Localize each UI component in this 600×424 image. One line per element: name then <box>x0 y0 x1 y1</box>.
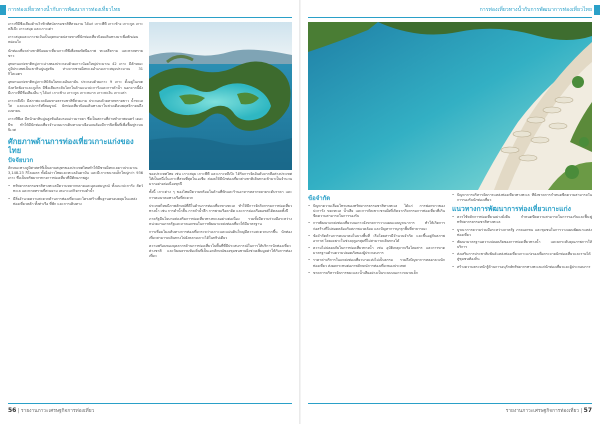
header-tab-marker <box>0 5 6 15</box>
list-item: • สร้างความตระหนักรู้ด้านการอนุรักษ์ทรัพยากรทางทะเลแก่นักท่องเที่ยวและผู้ประกอบการ <box>452 265 592 270</box>
beach-resort-photo <box>308 22 592 190</box>
body-paragraph: นักท่องเที่ยวต่างชาตินิยมมาเที่ยวเกาะพีพีเพื่อชมทัศนียภาพ ทะเลสีคราม และหาดทรายขาว <box>8 48 143 58</box>
list-item: • ข้อจำกัดด้านการคมนาคมในบางพื้นที่ เรือโดยสารมีจำนวนจำกัด และขึ้นอยู่กับสภาพอากาศ โดยเฉพาะในช่วงฤดูมรสุมที่ไม่สามารถเดินทางได้ <box>308 234 445 244</box>
body-paragraph: เกาะสมุยและเกาะพะงันเป็นจุดหมายปลายทางที่นักท่องเที่ยวนิยมเดินทางมาเพื่อพักผ่อนหย่อนใจ <box>8 35 139 45</box>
right-running-header <box>308 4 592 18</box>
body-paragraph: ภาครัฐมีนโยบายส่งเสริมการท่องเที่ยวทางทะเลอย่างต่อเนื่อง รวมทั้งมีความร่วมมือระหว่างหน่วยงานภาครัฐและภาคเอกชนในการพัฒนาแหล่งท่องเที่ยวให้มีมาตรฐาน <box>149 217 292 227</box>
body-paragraph: เกาะพีพีเล มีหน้าผาหินปูนสูงชันล้อมรอบอ่าวมาหยา ซึ่งเป็นสถานที่ถ่ายทำภาพยนตร์ เดอะ บีช ทำให้มีนักท่องเที่ยวจำนวนมากเดินทางมาเยือนจนต้องมีการปิดพื้นที่เพื่อฟื้นฟูระบบนิเวศ <box>8 117 143 132</box>
section-heading: แนวทางการพัฒนาการท่องเที่ยวเกาะแก่ง <box>452 205 571 214</box>
list-item: • ส่งเสริมการประชาสัมพันธ์แหล่งท่องเที่ยวเกาะแก่งรองเพื่อกระจายนักท่องเที่ยวและรายได้สู่ชุมชนท้องถิ่น <box>452 252 592 262</box>
page-gutter <box>299 0 301 424</box>
right-page-column-1 <box>308 193 445 400</box>
body-paragraph: การเชื่อมโยงเส้นทางการท่องเที่ยวระหว่างเกาะและแผ่นดินใหญ่มีความสะดวกมากขึ้น นักท่องเที่ยวสามารถเดินทางไปยังหลายเกาะได้ในทริปเดียว <box>149 230 292 240</box>
bullet-list <box>452 215 592 269</box>
body-paragraph: อุทยานแห่งชาติหมู่เกาะสิมิลันในทะเลอันดามัน ประกอบด้วยเกาะ 9 เกาะ ตั้งอยู่ในเขตจังหวัดพังงาและภูเก็ต มีชื่อเสียงระดับโลกในด้านแนวปะการังและการดำน้ำ นอกจากนี้ยังมีเกาะที่มีชื่อเสียงอื่น ๆ ได้แก่ เกาะช้าง เกาะกูด เกาะหมาก เกาะพะงัน เกาะเต่า <box>8 80 143 95</box>
page-number: 57 <box>583 407 592 414</box>
island-aerial-photo <box>149 22 292 170</box>
list-item: • ขาดการบริหารจัดการขยะและน้ำเสียอย่างเป็นระบบบนเกาะขนาดเล็ก <box>308 271 445 276</box>
body-paragraph: อุทยานแห่งชาติหมู่เกาะอ่างทองประกอบด้วยเกาะน้อยใหญ่ประมาณ 42 เกาะ มีลักษณะภูมิประเทศเป็นเขาหินปูนสูงชัน ห่างจากชายฝั่งทะเลอำเภอเกาะสมุยประมาณ 31 กิโลเมตร <box>8 61 143 77</box>
list-item: • ราคาค่าบริการในแหล่งท่องเที่ยวบางแห่งไม่เป็นธรรม รวมถึงปัญหาการหลอกลวงนักท่องเที่ยว ส่งผลกระทบต่อภาพลักษณ์การท่องเที่ยวของประเทศ <box>308 258 445 268</box>
footer-publication-title: รายงานภาวะเศรษฐกิจการท่องเที่ยว <box>505 409 579 414</box>
body-paragraph: ลักษณะทางภูมิศาสตร์ที่เป็นคาบสมุทรของประเทศไทยทำให้มีชายฝั่งทะเลยาวประมาณ 3,148.23 กิโลเมตร ทั้งฝั่งอ่าวไทยและทะเลอันดามัน และมีเกาะขนาดเล็กใหญ่กว่า 936 เกาะ ซึ่งเป็นทรัพยากรทางการท่องเที่ยวที่มีศักยภาพสูง <box>8 165 143 181</box>
body-paragraph: ของประเทศไทย เช่น เกาะสมุย เกาะพีพี และเกาะหลีเป๊ะ ได้รับการจัดอันดับจากสื่อต่างประเทศให้เป็นหนึ่งในเกาะที่สวยที่สุดในเอเชีย ส่งผลให้มีนักท่องเที่ยวต่างชาติเดินทางเข้ามาเป็นจำนวนมากอย่างต่อเนื่องทุกปี <box>149 172 292 187</box>
left-header-title: การท่องเที่ยวทางน้ำกับการพัฒนาการท่องเที่ยวไทย <box>8 7 121 13</box>
left-page-footer: 56 | รายงานภาวะเศรษฐกิจการท่องเที่ยว <box>8 403 292 417</box>
left-page-column-2 <box>149 172 292 400</box>
subsection-heading: ปัจจัยบวก <box>8 156 34 164</box>
list-item: • การพัฒนาแหล่งท่องเที่ยวบนเกาะยังขาดการวางแผนแบบบูรณาการ ทำให้เกิดการก่อสร้างที่ไม่สอดคล้องกับสภาพแวดล้อม และปัญหาการบุกรุกพื้นที่สาธารณะ <box>308 221 445 231</box>
body-paragraph: เกาะหลีเป๊ะ มีสภาพแวดล้อมทางธรรมชาติที่สวยงาม ประกอบด้วยหาดทรายขาว น้ำทะเลใส และแนวปะการังที่สมบูรณ์ นักท่องเที่ยวนิยมเดินทางมาในช่วงเดือนพฤศจิกายนถึงเมษายน <box>8 98 143 114</box>
bullet-list <box>452 193 592 203</box>
list-item: • ความไม่ปลอดภัยในการท่องเที่ยวทางน้ำ เช่น อุบัติเหตุจากเรือโดยสาร และการขาดมาตรฐานด้านความปลอดภัยของผู้ประกอบการ <box>308 246 445 256</box>
list-item: • ทรัพยากรธรรมชาติทางทะเลมีความหลากหลายและอุดมสมบูรณ์ ทั้งแนวปะการัง สัตว์ทะเล และหาดทรายที่สวยงาม เหมาะแก่กิจกรรมดำน้ำ <box>8 184 143 194</box>
list-item: • ควรใช้หลักการท่องเที่ยวอย่างยั่งยืน กำหนดขีดความสามารถในการรองรับและฟื้นฟูทรัพยากรธรรมชาติทางทะเล <box>452 215 592 225</box>
bullet-list <box>308 204 445 276</box>
list-item: • มีสิ่งอำนวยความสะดวกด้านการท่องเที่ยวและโครงสร้างพื้นฐานครอบคลุมในแหล่งท่องเที่ยวหลัก ทั้งท่าเรือ ที่พัก และการเดินทาง <box>8 197 143 207</box>
list-item: • ปัญหาการบริหารจัดการแหล่งท่องเที่ยวทางทะเล ที่ยังขาดการกำหนดขีดความสามารถในการรองรับนักท่องเที่ยว <box>452 193 592 203</box>
body-paragraph: ประเทศไทยมีภาพลักษณ์ที่ดีในด้านการท่องเที่ยวทางทะเล ทำให้มีการจัดกิจกรรมการท่องเที่ยวทางน้ำ เช่น การดำน้ำตื้น การดำน้ำลึก การพายเรือคายัค และการล่องเรือยอชต์ได้ตลอดทั้งปี <box>149 203 292 213</box>
left-running-header <box>8 4 292 18</box>
bullet-list <box>8 184 143 207</box>
left-page-column-1 <box>8 22 143 400</box>
header-tab-marker <box>594 5 600 15</box>
list-item: • ปัญหาความเสื่อมโทรมของทรัพยากรธรรมชาติทางทะเล ได้แก่ การฟอกขาวของปะการัง ขยะทะเล น้ำเสีย และการกัดเซาะชายฝั่งที่เกิดจากกิจกรรมการท่องเที่ยวที่เกินขีดความสามารถในการรองรับ <box>308 204 445 219</box>
footer-publication-title: รายงานภาวะเศรษฐกิจการท่องเที่ยว <box>21 409 95 414</box>
right-page-column-2 <box>452 193 592 400</box>
section-heading: ศักยภาพด้านการท่องเที่ยวเกาะแก่งของไทย <box>8 136 134 155</box>
page-number: 56 <box>8 407 17 414</box>
body-paragraph: ทั้งนี้ เกาะต่าง ๆ ของไทยมีความพร้อมในด้านที่พักและร้านอาหารหลากหลายระดับราคา และการคมนาคมทางเรือที่สะดวก <box>149 190 292 200</box>
right-page-footer: รายงานภาวะเศรษฐกิจการท่องเที่ยว | 57 <box>308 403 592 417</box>
beach-resort-image <box>308 22 592 190</box>
body-paragraph: ความพร้อมของบุคลากรด้านการท่องเที่ยวในพื้นที่ที่มีประสบการณ์ในการให้บริการนักท่องเที่ยวต่างชาติ และวัฒนธรรมท้องถิ่นที่เป็นเอกลักษณ์ของชุมชนชายฝั่งช่วยเพิ่มมูลค่าให้กับการท่องเที่ยว <box>149 243 292 259</box>
list-item: • พัฒนามาตรฐานความปลอดภัยของการท่องเที่ยวทางน้ำ และยกระดับคุณภาพการให้บริการ <box>452 240 592 250</box>
island-aerial-image <box>149 22 292 170</box>
body-paragraph: เกาะที่มีชื่อเสียงด้านวิวทิวทัศน์ธรรมชาติที่สวยงาม ได้แก่ เกาะพีพี เกาะช้าง เกาะกูด เกาะหลีเป๊ะ เกาะสมุย และเกาะเต่า <box>8 22 143 32</box>
list-item: • บูรณาการความร่วมมือระหว่างภาครัฐ ภาคเอกชน และชุมชนในการวางแผนพัฒนาแหล่งท่องเที่ยว <box>452 228 592 238</box>
subsection-heading: ข้อจำกัด <box>308 195 331 202</box>
right-header-title: การท่องเที่ยวทางน้ำกับการพัฒนาการท่องเที่ยวไทย <box>479 7 592 13</box>
